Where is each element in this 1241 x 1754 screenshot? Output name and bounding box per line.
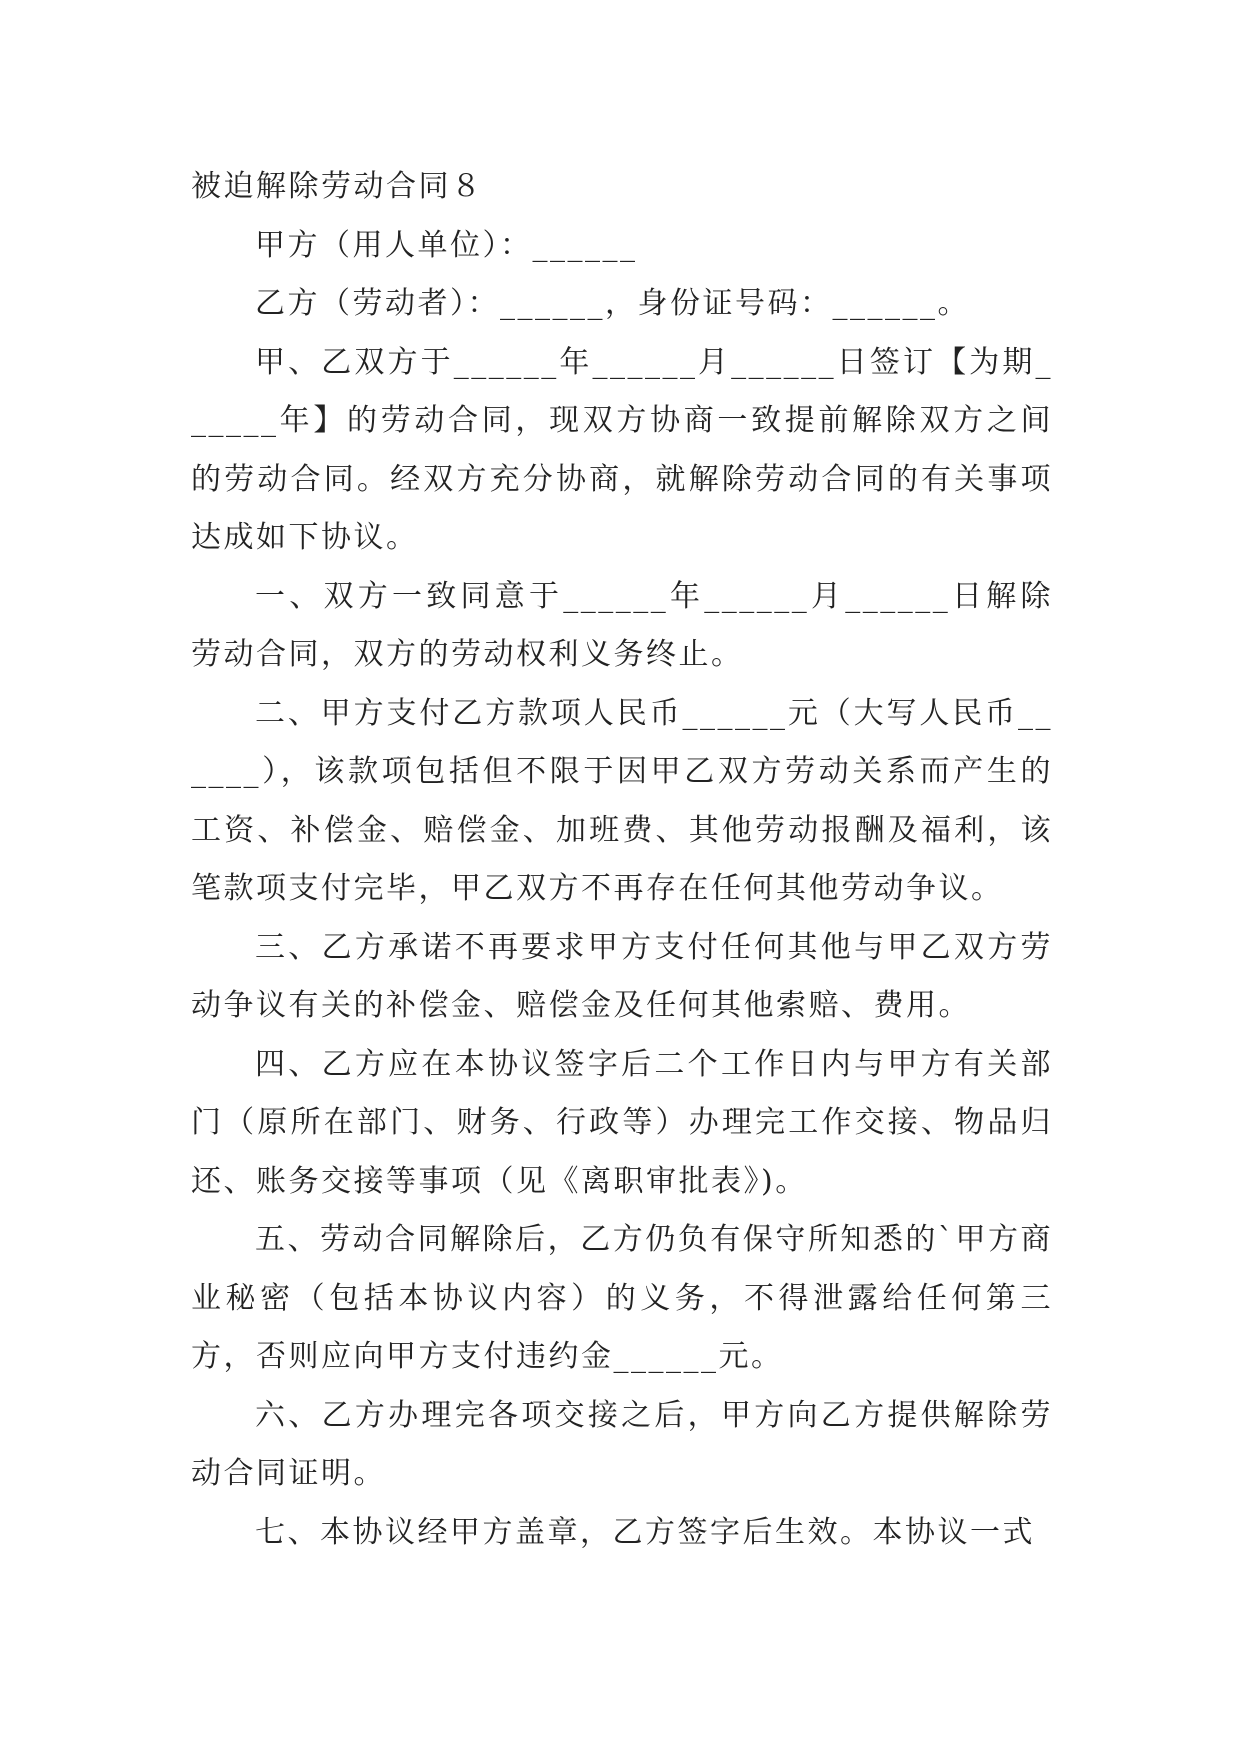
- clause-1: 一、双方一致同意于______年______月______日解除劳动合同，双方的劳动权利义务终止。: [191, 578, 1053, 672]
- clause-7: 七、本协议经甲方盖章，乙方签字后生效。本协议一式: [255, 1514, 1035, 1550]
- party-b-line: 乙方（劳动者）：______，身份证号码：______。: [255, 286, 970, 321]
- party-a-line: 甲方（用人单位）：______: [255, 227, 638, 263]
- clause-2: 二、甲方支付乙方款项人民币______元（大写人民币______），该款项包括但不限于因甲乙双方劳动关系而产生的工资、补偿金、赔偿金、加班费、其他劳动报酬及福利，该笔款项支付完毕，甲乙双方不再存在任何其他劳动争议。: [191, 695, 1053, 906]
- document-title: 被迫解除劳动合同８: [191, 169, 484, 204]
- clause-5: 五、劳动合同解除后，乙方仍负有保守所知悉的`甲方商业秘密（包括本协议内容）的义务，不得泄露给任何第三方，否则应向甲方支付违约金______元。: [191, 1222, 1053, 1374]
- preamble-paragraph: 甲、乙双方于______年______月______日签订【为期______年】的劳动合同，现双方协商一致提前解除双方之间的劳动合同。经双方充分协商，就解除劳动合同的有关事项达成如下协议。: [191, 344, 1053, 555]
- clause-6: 六、乙方办理完各项交接之后，甲方向乙方提供解除劳动合同证明。: [191, 1397, 1053, 1491]
- document-body: [191, 158, 1053, 1562]
- clause-3: 三、乙方承诺不再要求甲方支付任何其他与甲乙双方劳动争议有关的补偿金、赔偿金及任何其他索赔、费用。: [191, 929, 1053, 1023]
- clause-4: 四、乙方应在本协议签字后二个工作日内与甲方有关部门（原所在部门、财务、行政等）办理完工作交接、物品归还、账务交接等事项（见《离职审批表》)。: [191, 1046, 1053, 1199]
